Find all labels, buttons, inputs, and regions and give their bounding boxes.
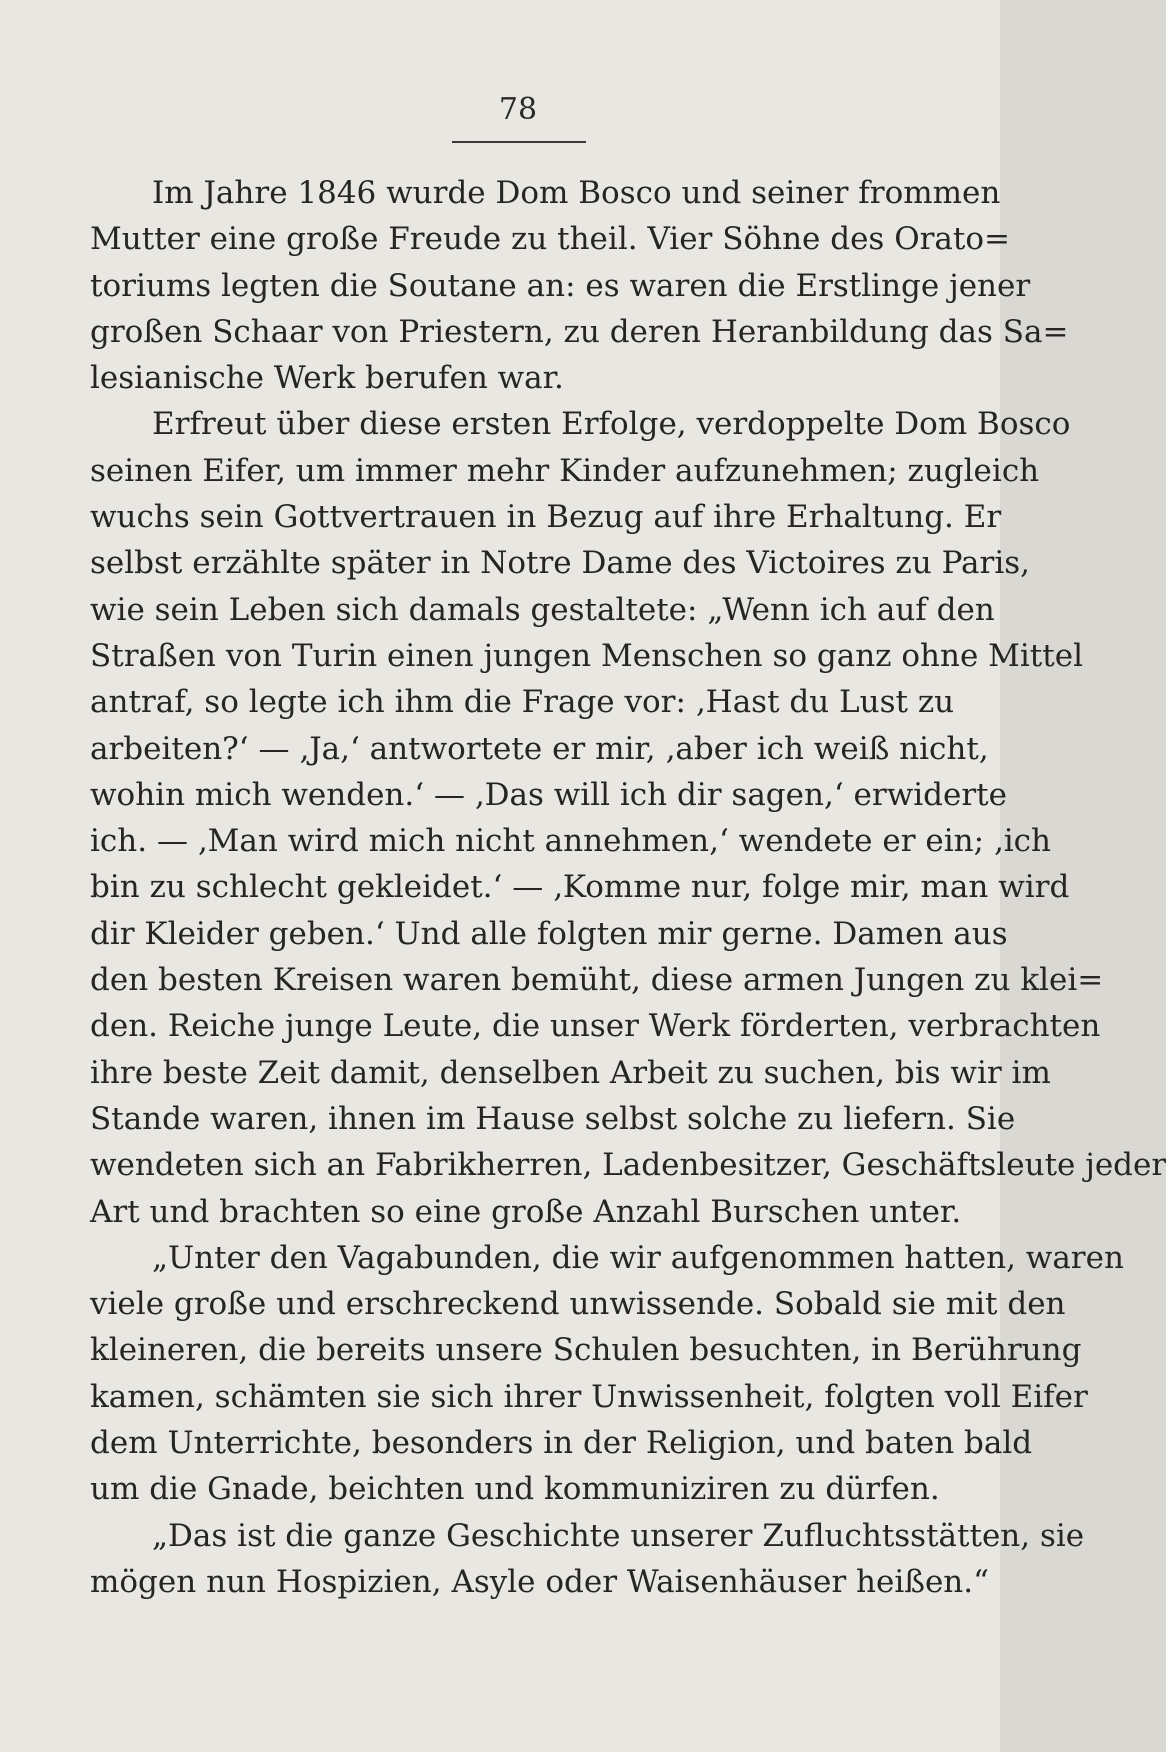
paragraph xyxy=(90,1235,1124,1513)
text-line: ich. — ‚Man wird mich nicht annehmen,‘ wendete er ein; ‚ich xyxy=(90,823,1051,860)
text-line: den besten Kreisen waren bemüht, diese armen Jungen zu klei= xyxy=(90,962,1104,999)
text-line: wuchs sein Gottvertrauen in Bezug auf ihre Erhaltung. Er xyxy=(90,499,1002,536)
text-line: toriums legten die Soutane an: es waren die Erstlinge jener xyxy=(90,267,1031,304)
text-line: viele große und erschreckend unwissende. Sobald sie mit den xyxy=(90,1286,1066,1323)
paragraph xyxy=(90,1513,1085,1606)
header-rule xyxy=(452,141,586,143)
text-line: kamen, schämten sie sich ihrer Unwissenheit, folgten voll Eifer xyxy=(90,1378,1088,1415)
paragraph xyxy=(90,170,1069,401)
text-line: den. Reiche junge Leute, die unser Werk förderten, verbrachten xyxy=(90,1008,1101,1045)
text-line: arbeiten?‘ — ‚Ja,‘ antwortete er mir, ‚aber ich weiß nicht, xyxy=(90,730,989,767)
text-line: Im Jahre 1846 wurde Dom Bosco und seiner frommen xyxy=(152,175,1001,211)
text-line: „Das ist die ganze Geschichte unserer Zufluchtsstätten, sie xyxy=(152,1517,1085,1554)
text-line: bin zu schlecht gekleidet.‘ — ‚Komme nur, folge mir, man wird xyxy=(90,869,1070,906)
text-line: ihre beste Zeit damit, denselben Arbeit zu suchen, bis wir im xyxy=(90,1054,1051,1091)
text-line: „Unter den Vagabunden, die wir aufgenommen hatten, waren xyxy=(152,1239,1124,1276)
text-line: lesianische Werk berufen war. xyxy=(90,360,564,397)
text-line: Stande waren, ihnen im Hause selbst solche zu liefern. Sie xyxy=(90,1100,1016,1137)
text-line: Straßen von Turin einen jungen Menschen so ganz ohne Mittel xyxy=(90,637,1083,674)
page-number: 78 xyxy=(498,92,538,127)
text-line: Erfreut über diese ersten Erfolge, verdoppelte Dom Bosco xyxy=(152,406,1071,443)
text-line: großen Schaar von Priestern, zu deren Heranbildung das Sa= xyxy=(90,313,1069,350)
text-line: wendeten sich an Fabrikherren, Ladenbesitzer, Geschäftsleute jeder xyxy=(90,1147,1166,1184)
text-line: um die Gnade, beichten und kommuniziren zu dürfen. xyxy=(90,1471,940,1508)
text-line: selbst erzählte später in Notre Dame des Victoires zu Paris, xyxy=(90,545,1031,582)
page-header xyxy=(0,92,1000,128)
text-line: antraf, so legte ich ihm die Frage vor: ‚Hast du Lust zu xyxy=(90,684,955,721)
text-line: dir Kleider geben.‘ Und alle folgten mir gerne. Damen aus xyxy=(90,915,1008,952)
paragraph xyxy=(90,401,1166,1234)
text-line: seinen Eifer, um immer mehr Kinder aufzunehmen; zugleich xyxy=(90,452,1040,489)
text-line: Mutter eine große Freude zu theil. Vier Söhne des Orato= xyxy=(90,221,1011,258)
text-line: Art und brachten so eine große Anzahl Burschen unter. xyxy=(90,1193,962,1230)
text-line: kleineren, die bereits unsere Schulen besuchten, in Berührung xyxy=(90,1332,1082,1369)
text-line: dem Unterrichte, besonders in der Religion, und baten bald xyxy=(90,1425,1033,1462)
text-line: wohin mich wenden.‘ — ‚Das will ich dir sagen,‘ erwiderte xyxy=(90,776,1007,813)
body-text xyxy=(90,170,1166,1605)
text-line: mögen nun Hospizien, Asyle oder Waisenhäuser heißen.“ xyxy=(90,1563,989,1600)
text-line: wie sein Leben sich damals gestaltete: „Wenn ich auf den xyxy=(90,591,995,628)
